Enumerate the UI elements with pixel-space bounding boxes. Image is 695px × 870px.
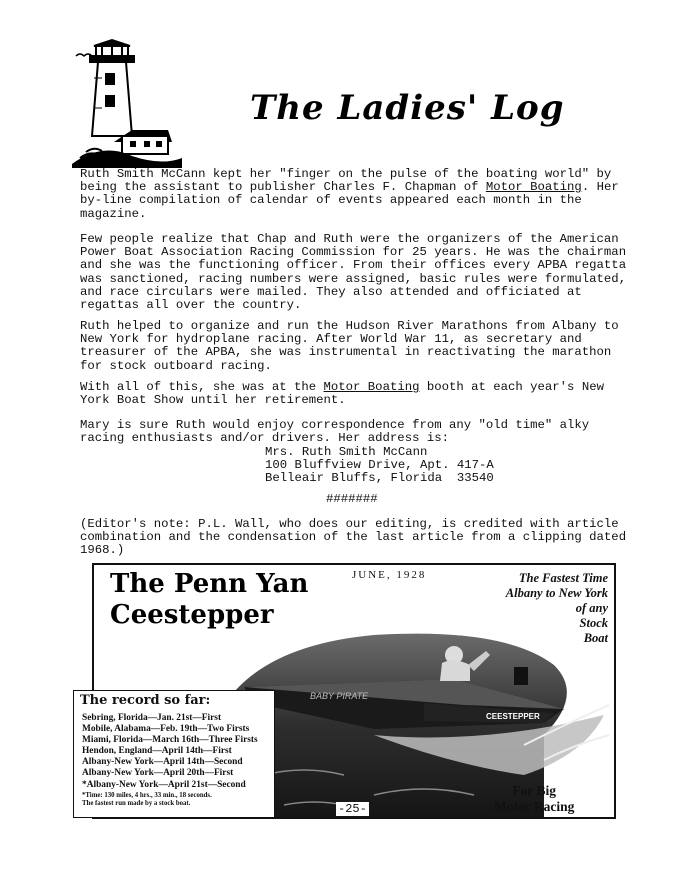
record-list (82, 713, 258, 791)
publication-title: Motor Boating (485, 180, 582, 195)
paragraph-text: Ruth Smith McCann kept her "finger on the pulse of the boating world" by being the assistant to publisher Charles F. Chapman of (80, 167, 619, 195)
list-item: Albany-New York—April 20th—First (82, 768, 234, 779)
paragraph-boat-show (80, 381, 640, 407)
hull-lettering: BABY PIRATE (310, 691, 369, 701)
race-record-box (73, 690, 275, 818)
paragraph-text: . Her by-line compilation of calendar of events appeared each month in the magazine. (80, 180, 627, 221)
publication-title: Motor Boating (323, 380, 420, 394)
hull-name: CEESTEPPER (486, 712, 540, 721)
paragraph-text: booth at each year's New York Boat Show until her retirement. (80, 380, 612, 408)
list-item: *Albany-New York—April 21st—Second (82, 779, 246, 790)
paragraph-marathons: Ruth helped to organize and run the Hudson River Marathons from Albany to New York for hydroplane racing. After World War 11, as secretary and treasurer of the APBA, she was instrumental in reactivating the marathon for stock outboard racing. (80, 319, 627, 373)
ad-title-line: The Penn Yan (110, 569, 309, 599)
paragraph-text: With all of this, she was at the (80, 380, 324, 394)
editor-note: (Editor's note: P.L. Wall, who does our editing, is credited with article combination and the condensation of the last article from a clipping dated 1968.) (80, 517, 634, 558)
list-item: Albany-New York—April 14th—Second (82, 757, 243, 768)
ad-tagline: The Fastest Time Albany to New York of any Stock Boat (505, 571, 608, 645)
ad-title-line: Ceestepper (110, 600, 274, 630)
ad-call-to-action: For Big Motor Racing (494, 783, 575, 814)
list-item: Hendon, England—April 14th—First (82, 746, 232, 757)
address-line: 100 Bluffview Drive, Apt. 417-A (265, 458, 494, 473)
list-item: Sebring, Florida—Jan. 21st—First (82, 713, 222, 723)
paragraph-correspondence: Mary is sure Ruth would enjoy correspondence from any "old time" alky racing enthusiasts and/or drivers. Her address is: (80, 418, 597, 446)
paragraph-intro (80, 168, 640, 221)
record-heading: The record so far: (80, 693, 211, 708)
list-item: Mobile, Alabama—Feb. 19th—Two Firsts (82, 724, 250, 735)
paragraph-apba: Few people realize that Chap and Ruth were the organizers of the American Power Boat Association Racing Commission for 25 years. He was the chairman and she was the functioning officer. From their offices every APBA regatta was sanctioned, racing numbers were assigned, basic rules were formulated, and race circulars were mailed. They also attended and officiated at regattas all over the country. (80, 232, 634, 313)
masthead-title: The Ladies' Log (250, 88, 565, 128)
page-number: -25- (338, 802, 367, 816)
section-separator: ####### (326, 492, 378, 506)
address-line: Mrs. Ruth Smith McCann (265, 445, 428, 459)
ad-title (110, 569, 308, 631)
address-line: Belleair Bluffs, Florida 33540 (265, 471, 494, 486)
ad-date: JUNE, 1928 (352, 569, 427, 581)
record-footnote: *Time: 130 miles, 4 hrs., 33 min., 18 seconds. The fastest run made by a stock boat. (82, 792, 212, 807)
mailing-address (265, 446, 494, 486)
lighthouse-logo (72, 38, 182, 168)
list-item: Miami, Florida—March 16th—Three Firsts (82, 735, 258, 746)
